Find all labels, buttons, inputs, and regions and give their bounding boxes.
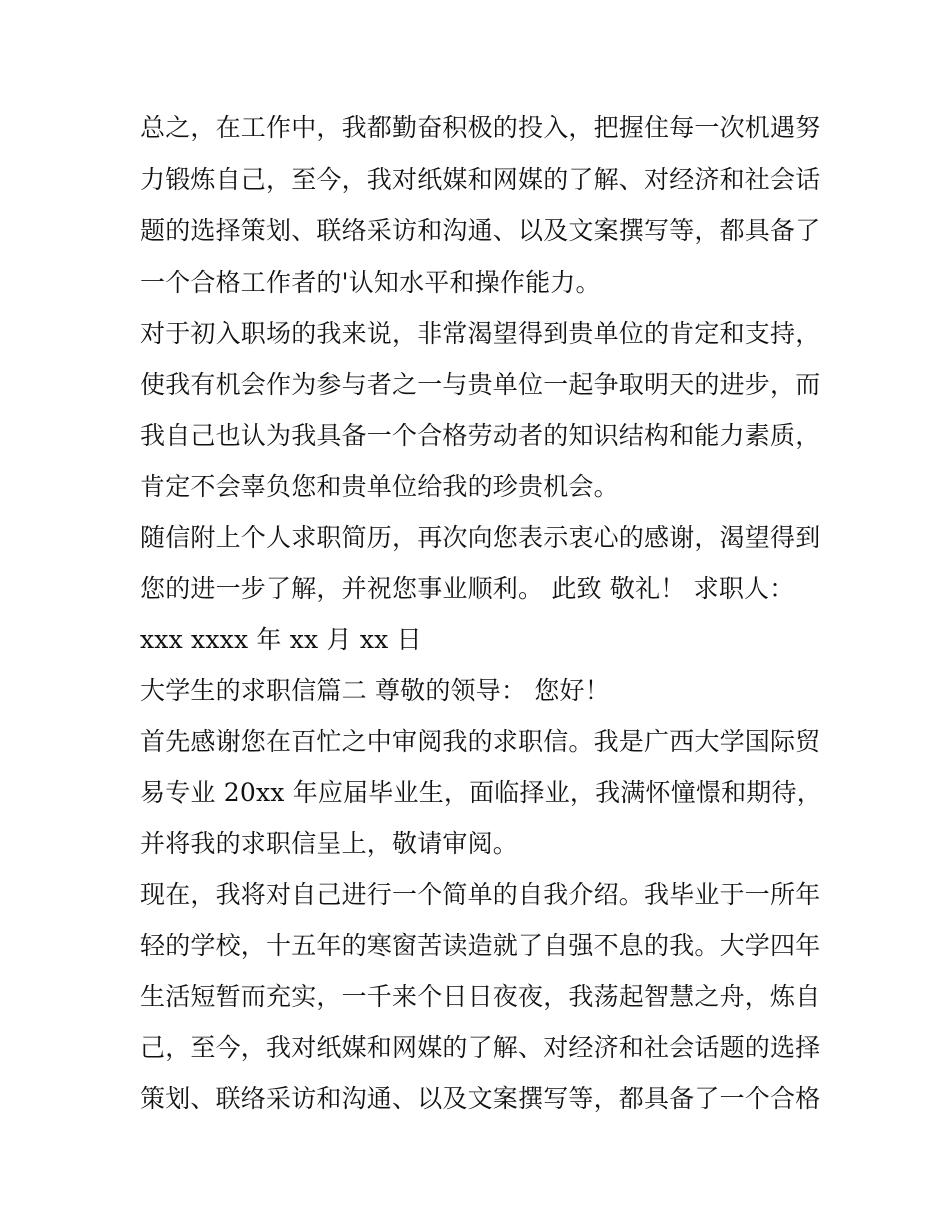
text-line: 我自己也认为我具备一个合格劳动者的知识结构和能力素质， bbox=[140, 421, 821, 450]
text-line: 总之，在工作中，我都勤奋积极的投入，把握住每一次机遇努 bbox=[140, 113, 821, 142]
text-line: 轻的学校，十五年的寒窗苦读造就了自强不息的我。大学四年 bbox=[140, 931, 821, 960]
date-line: xxx xxxx 年 xx 月 xx 日 bbox=[140, 625, 422, 654]
text-line: 现在，我将对自己进行一个简单的自我介绍。我毕业于一所年 bbox=[140, 880, 821, 909]
text-line: 首先感谢您在百忙之中审阅我的求职信。我是广西大学国际贸 bbox=[140, 727, 821, 756]
section-heading: 大学生的求职信篇二 尊敬的领导： 您好！ bbox=[140, 676, 610, 705]
text-line: 生活短暂而充实，一千来个日日夜夜，我荡起智慧之舟，炼自 bbox=[140, 982, 821, 1011]
text-line: 肯定不会辜负您和贵单位给我的珍贵机会。 bbox=[140, 472, 619, 501]
text-line: 随信附上个人求职简历，再次向您表示衷心的感谢，渴望得到 bbox=[140, 523, 821, 552]
text-line: 策划、联络采访和沟通、以及文案撰写等，都具备了一个合格 bbox=[140, 1084, 821, 1113]
text-line: 力锻炼自己，至今，我对纸媒和网媒的了解、对经济和社会话 bbox=[140, 165, 821, 194]
text-line: 对于初入职场的我来说，非常渴望得到贵单位的肯定和支持， bbox=[140, 319, 821, 348]
text-line: 使我有机会作为参与者之一与贵单位一起争取明天的进步，而 bbox=[140, 370, 821, 399]
text-line: 易专业 20xx 年应届毕业生，面临择业，我满怀憧憬和期待， bbox=[140, 778, 822, 807]
text-line: 己，至今，我对纸媒和网媒的了解、对经济和社会话题的选择 bbox=[140, 1033, 821, 1062]
text-line: 一个合格工作者的'认知水平和操作能力。 bbox=[140, 268, 601, 297]
text-line: 您的进一步了解，并祝您事业顺利。 此致 敬礼！ 求职人： bbox=[140, 574, 795, 603]
text-line: 题的选择策划、联络采访和沟通、以及文案撰写等，都具备了 bbox=[140, 216, 821, 245]
text-line: 并将我的求职信呈上，敬请审阅。 bbox=[140, 829, 519, 858]
